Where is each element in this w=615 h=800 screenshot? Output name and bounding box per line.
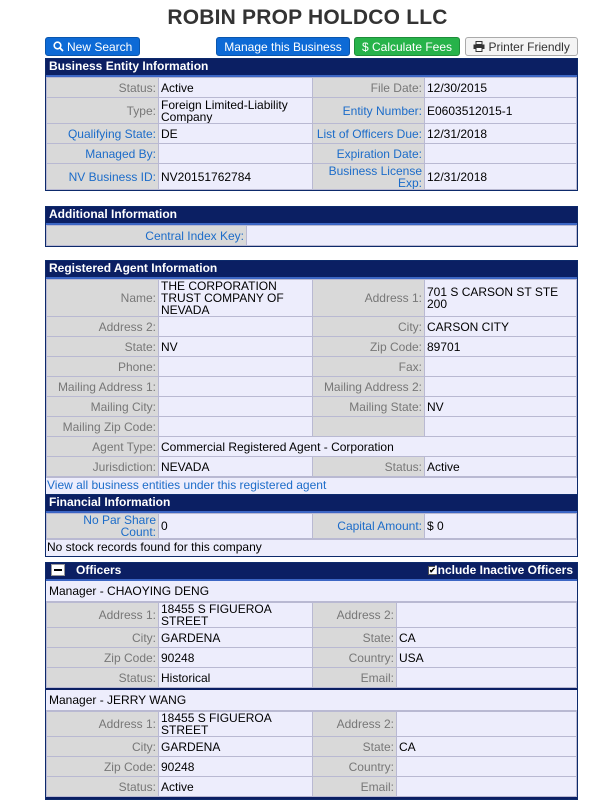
- officer-zip-label: Zip Code:: [47, 648, 159, 668]
- officer-status-label: Status:: [47, 777, 159, 797]
- officer-city-label: City:: [47, 737, 159, 757]
- capital-amount-value: $ 0: [425, 514, 577, 539]
- registered-agent-section: [45, 260, 578, 495]
- status-label: Status:: [47, 78, 159, 98]
- officer-zip-value: 90248: [159, 648, 313, 668]
- managed-by-label[interactable]: Managed By:: [47, 144, 159, 164]
- view-all-entities-link[interactable]: View all business entities under this registered agent: [46, 477, 577, 494]
- officers-section: [45, 562, 578, 800]
- officers-title: Officers: [76, 563, 122, 577]
- officer-country-value: [397, 757, 577, 777]
- officer-state-value: CA: [397, 737, 577, 757]
- agent-city-label: City:: [313, 317, 425, 337]
- additional-info-table: [46, 225, 577, 246]
- entity-number-label[interactable]: Entity Number:: [313, 98, 425, 124]
- type-label: Type:: [47, 98, 159, 124]
- officer-address2-label: Address 2:: [313, 712, 397, 737]
- manage-business-label: Manage this Business: [224, 40, 342, 54]
- financial-info-section: [45, 494, 578, 557]
- expiration-date-value: [425, 144, 577, 164]
- officer-status-value: Historical: [159, 668, 313, 688]
- type-value: Foreign Limited-Liability Company: [159, 98, 313, 124]
- page-title: ROBIN PROP HOLDCO LLC: [167, 6, 448, 29]
- officer-country-label: Country:: [313, 757, 397, 777]
- officer-status-value: Active: [159, 777, 313, 797]
- list-of-officers-due-value: 12/31/2018: [425, 124, 577, 144]
- new-search-button[interactable]: [45, 37, 140, 56]
- agent-empty-value: [425, 417, 577, 437]
- agent-name-label: Name:: [47, 280, 159, 317]
- business-entity-header: Business Entity Information: [46, 59, 577, 77]
- officer-address2-label: Address 2:: [313, 603, 397, 628]
- officer-state-label: State:: [313, 628, 397, 648]
- agent-address2-value: [159, 317, 313, 337]
- agent-mailing-address2-value: [425, 377, 577, 397]
- officers-header: [46, 563, 577, 581]
- agent-state-value: NV: [159, 337, 313, 357]
- file-date-value: 12/30/2015: [425, 78, 577, 98]
- agent-mailing-city-value: [159, 397, 313, 417]
- officer-email-label: Email:: [313, 777, 397, 797]
- officer-details-table: [46, 602, 577, 688]
- officer-title: Manager - CHAOYING DENG: [46, 581, 577, 602]
- agent-mailing-state-label: Mailing State:: [313, 397, 425, 417]
- officer-email-label: Email:: [313, 668, 397, 688]
- agent-phone-value: [159, 357, 313, 377]
- no-par-share-count-value: 0: [159, 514, 313, 539]
- registered-agent-table: [46, 279, 577, 477]
- financial-info-table: [46, 513, 577, 539]
- agent-fax-value: [425, 357, 577, 377]
- no-par-share-count-label[interactable]: No Par Share Count:: [47, 514, 159, 539]
- printer-friendly-label: Printer Friendly: [488, 40, 570, 54]
- nv-business-id-value: NV20151762784: [159, 164, 313, 190]
- manage-business-button[interactable]: [216, 37, 350, 56]
- dollar-icon: $: [361, 40, 372, 54]
- managed-by-value: [159, 144, 313, 164]
- officer-zip-value: 90248: [159, 757, 313, 777]
- officer-divider: [46, 797, 577, 799]
- entity-number-value: E0603512015-1: [425, 98, 577, 124]
- agent-mailing-zip-label: Mailing Zip Code:: [47, 417, 159, 437]
- officer-email-value: [397, 668, 577, 688]
- status-value: Active: [159, 78, 313, 98]
- agent-address1-label: Address 1:: [313, 280, 425, 317]
- printer-friendly-button[interactable]: [465, 37, 578, 56]
- capital-amount-label[interactable]: Capital Amount:: [313, 514, 425, 539]
- business-license-exp-label[interactable]: Business License Exp:: [313, 164, 425, 190]
- officer-email-value: [397, 777, 577, 797]
- agent-mailing-city-label: Mailing City:: [47, 397, 159, 417]
- file-date-label: File Date:: [313, 78, 425, 98]
- agent-address1-value: 701 S CARSON ST STE 200: [425, 280, 577, 317]
- registered-agent-header: Registered Agent Information: [46, 261, 577, 279]
- agent-state-label: State:: [47, 337, 159, 357]
- agent-address2-label: Address 2:: [47, 317, 159, 337]
- checkmark-icon: ✔: [429, 566, 436, 575]
- include-inactive-label[interactable]: Include Inactive Officers: [434, 563, 573, 577]
- qualifying-state-value: DE: [159, 124, 313, 144]
- officer-card: [46, 690, 577, 797]
- officer-address1-label: Address 1:: [47, 603, 159, 628]
- officer-city-value: GARDENA: [159, 737, 313, 757]
- officer-state-value: CA: [397, 628, 577, 648]
- officer-details-table: [46, 711, 577, 797]
- officer-country-label: Country:: [313, 648, 397, 668]
- additional-info-section: [45, 206, 578, 247]
- agent-phone-label: Phone:: [47, 357, 159, 377]
- officer-address1-value: 18455 S FIGUEROA STREET: [159, 603, 313, 628]
- agent-status-value: Active: [425, 457, 577, 477]
- list-of-officers-due-label[interactable]: List of Officers Due:: [313, 124, 425, 144]
- agent-jurisdiction-value: NEVADA: [159, 457, 313, 477]
- officer-zip-label: Zip Code:: [47, 757, 159, 777]
- calculate-fees-label: Calculate Fees: [371, 40, 453, 54]
- agent-empty-label: [313, 417, 425, 437]
- business-entity-table: [46, 77, 577, 190]
- agent-fax-label: Fax:: [313, 357, 425, 377]
- agent-city-value: CARSON CITY: [425, 317, 577, 337]
- agent-type-label: Agent Type:: [47, 437, 159, 457]
- officer-address1-value: 18455 S FIGUEROA STREET: [159, 712, 313, 737]
- agent-mailing-zip-value: [159, 417, 313, 437]
- agent-status-label: Status:: [313, 457, 425, 477]
- calculate-fees-button[interactable]: [354, 37, 460, 56]
- officer-country-value: USA: [397, 648, 577, 668]
- minus-icon: [54, 569, 62, 571]
- search-icon: [53, 39, 64, 58]
- additional-info-header: Additional Information: [46, 207, 577, 225]
- agent-mailing-address1-label: Mailing Address 1:: [47, 377, 159, 397]
- agent-mailing-address2-label: Mailing Address 2:: [313, 377, 425, 397]
- agent-mailing-address1-value: [159, 377, 313, 397]
- agent-zip-value: 89701: [425, 337, 577, 357]
- officer-state-label: State:: [313, 737, 397, 757]
- officer-address1-label: Address 1:: [47, 712, 159, 737]
- expiration-date-label[interactable]: Expiration Date:: [313, 144, 425, 164]
- financial-info-header: Financial Information: [46, 495, 577, 513]
- nv-business-id-label[interactable]: NV Business ID:: [47, 164, 159, 190]
- central-index-key-value: [247, 226, 577, 246]
- officer-city-label: City:: [47, 628, 159, 648]
- business-entity-section: [45, 58, 578, 191]
- officer-title: Manager - JERRY WANG: [46, 690, 577, 711]
- qualifying-state-label[interactable]: Qualifying State:: [47, 124, 159, 144]
- new-search-label: New Search: [66, 40, 133, 54]
- agent-jurisdiction-label: Jurisdiction:: [47, 457, 159, 477]
- officer-status-label: Status:: [47, 668, 159, 688]
- collapse-officers-button[interactable]: [51, 564, 65, 576]
- officer-city-value: GARDENA: [159, 628, 313, 648]
- officer-address2-value: [397, 712, 577, 737]
- business-license-exp-value: 12/31/2018: [425, 164, 577, 190]
- officer-address2-value: [397, 603, 577, 628]
- agent-name-value: THE CORPORATION TRUST COMPANY OF NEVADA: [159, 280, 313, 317]
- printer-icon: [473, 39, 485, 58]
- agent-zip-label: Zip Code:: [313, 337, 425, 357]
- no-stock-records-text: No stock records found for this company: [46, 539, 577, 556]
- agent-mailing-state-value: NV: [425, 397, 577, 417]
- central-index-key-label[interactable]: Central Index Key:: [47, 226, 247, 246]
- officer-card: [46, 581, 577, 688]
- agent-type-value: Commercial Registered Agent - Corporation: [159, 437, 577, 457]
